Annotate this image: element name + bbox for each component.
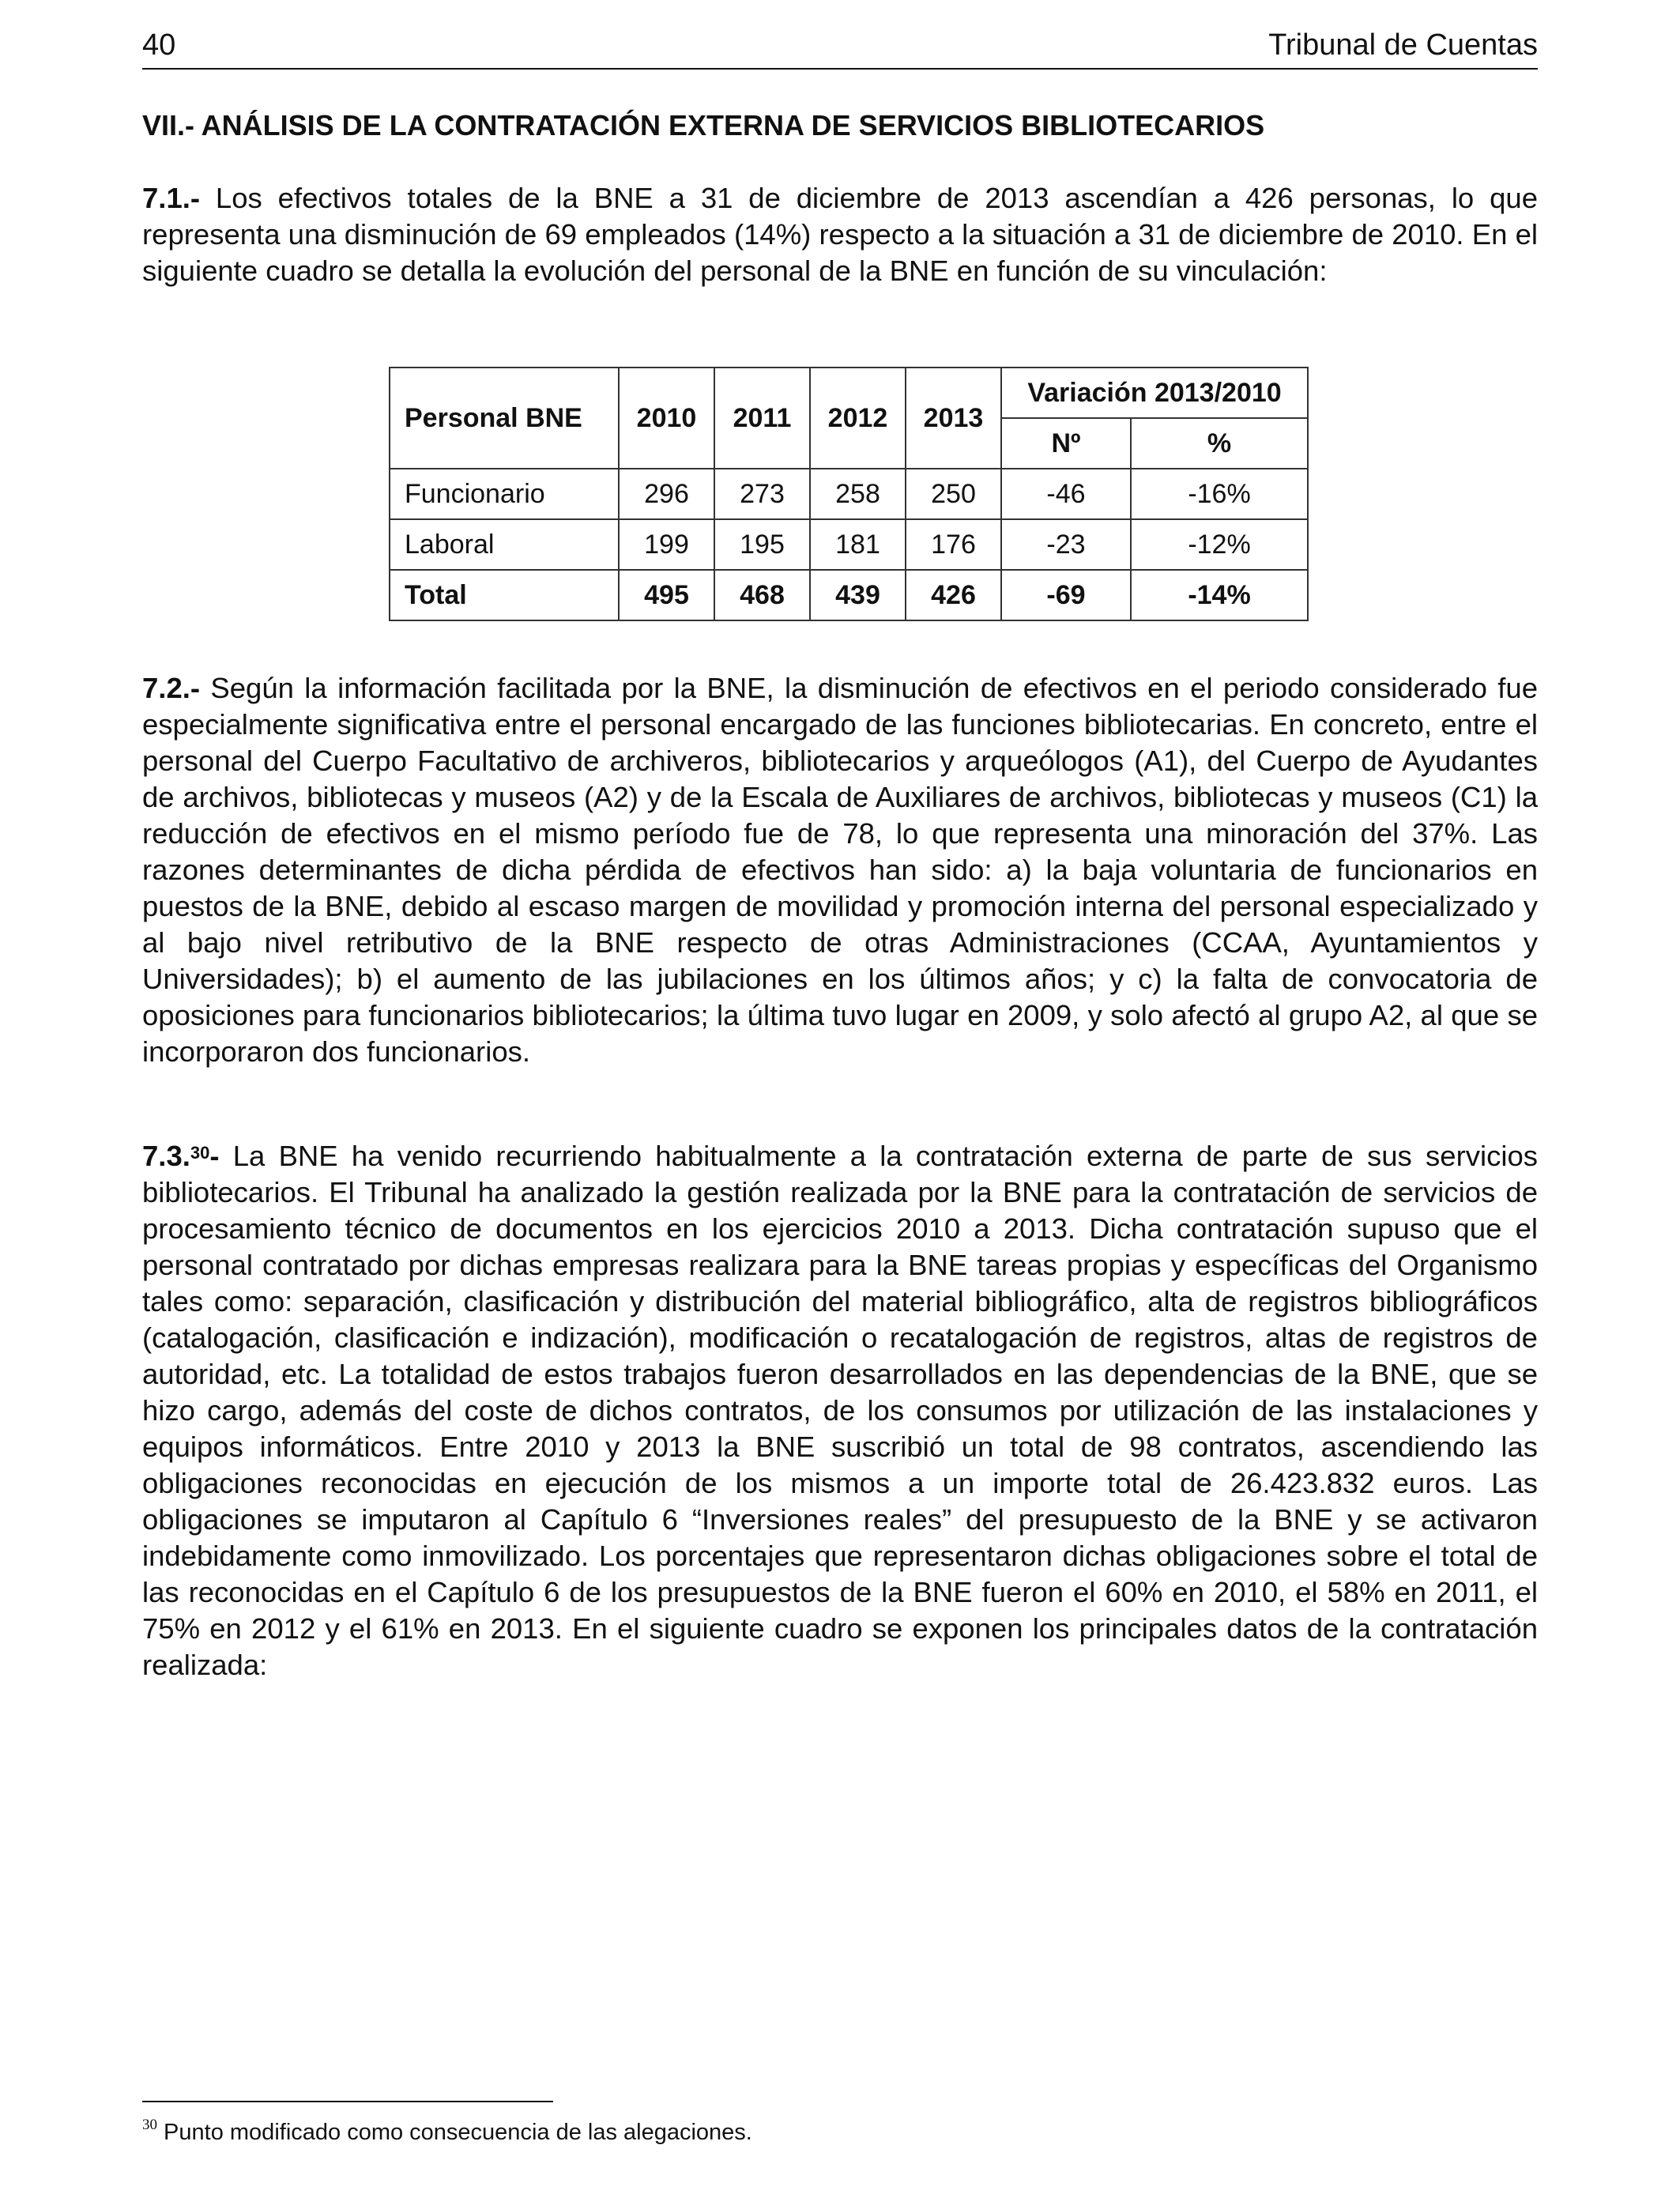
table-total-row (390, 570, 1308, 620)
cell: 426 (906, 570, 1001, 620)
cell: 176 (906, 519, 1001, 570)
page-header (142, 28, 1538, 70)
footnote-reference: 30 (190, 1143, 210, 1163)
row-label: Total (390, 570, 619, 620)
footnote (142, 2117, 752, 2146)
cell: -12% (1131, 519, 1308, 570)
cell: 199 (619, 519, 714, 570)
cell: -16% (1131, 469, 1308, 519)
cell: 258 (810, 469, 906, 519)
paragraph-text: Según la información facilitada por la BNE, la disminución de efectivos en el periodo considerado fue especialmente significativa entre el personal encargado de las funciones bibliotecarias. En concreto, entre el personal del Cuerpo Facultativo de archiveros, bibliotecarios y arqueólogos (A1), del Cuerpo de Ayudantes de archivos, bibliotecas y museos (A2) y de la Escala de Auxiliares de archivos, bibliotecas y museos (C1) la reducción de efectivos en el mismo período fue de 78, lo que representa una minoración del 37%. Las razones determinantes de dicha pérdida de efectivos han sido: a) la baja voluntaria de funcionarios en puestos de la BNE, debido al escaso margen de movilidad y promoción interna del personal especializado y al bajo nivel retributivo de la BNE respecto de otras Administraciones (CCAA, Ayuntamientos y Universidades); b) el aumento de las jubilaciones en los últimos años; y c) la falta de convocatoria de oposiciones para funcionarios bibliotecarios; la última tuvo lugar en 2009, y solo afectó al grupo A2, al que se incorporaron dos funcionarios. (142, 672, 1538, 1068)
cell: -46 (1001, 469, 1131, 519)
table-row (390, 519, 1308, 570)
header-personal-bne: Personal BNE (390, 368, 619, 469)
paragraph-text: Los efectivos totales de la BNE a 31 de diciembre de 2013 ascendían a 426 personas, lo que representa una disminución de 69 empleados (14%) respecto a la situación a 31 de diciembre de 2010. En el siguiente cuadro se detalla la evolución del personal de la BNE en función de su vinculación: (142, 182, 1538, 287)
cell: 439 (810, 570, 906, 620)
table-header-row (390, 368, 1308, 418)
running-title: Tribunal de Cuentas (1268, 28, 1538, 62)
header-year: 2012 (810, 368, 906, 469)
cell: 495 (619, 570, 714, 620)
cell: 296 (619, 469, 714, 519)
footnote-divider (142, 2101, 553, 2102)
section-heading: VII.- ANÁLISIS DE LA CONTRATACIÓN EXTERNA DE SERVICIOS BIBLIOTECARIOS (142, 109, 1265, 141)
paragraph-text: La BNE ha venido recurriendo habitualmente a la contratación externa de parte de sus servicios bibliotecarios. El Tribunal ha analizado la gestión realizada por la BNE para la contratación de servicios de procesamiento técnico de documentos en los ejercicios 2010 a 2013. Dicha contratación supuso que el personal contratado por dichas empresas realizara para la BNE tareas propias y específicas del Organismo tales como: separación, clasificación y distribución del material bibliográfico, alta de registros bibliográficos (catalogación, clasificación e indización), modificación o recatalogación de registros, altas de registros de autoridad, etc. La totalidad de estos trabajos fueron desarrollados en las dependencias de la BNE, que se hizo cargo, además del coste de dichos contratos, de los consumos por utilización de las instalaciones y equipos informáticos. Entre 2010 y 2013 la BNE suscribió un total de 98 contratos, ascendiendo las obligaciones reconocidas en ejecución de los mismos a un importe total de 26.423.832 euros. Las obligaciones se imputaron al Capítulo 6 “Inversiones reales” del presupuesto de la BNE y se activaron indebidamente como inmovilizado. Los porcentajes que representaron dichas obligaciones sobre el total de las reconocidas en el Capítulo 6 de los presupuestos de la BNE fueron el 60% en 2010, el 58% en 2011, el 75% en 2012 y el 61% en 2013. En el siguiente cuadro se exponen los principales datos de la contratación realizada: (142, 1140, 1538, 1681)
paragraph-7-3 (142, 1138, 1538, 1683)
cell: 468 (714, 570, 810, 620)
header-year: 2011 (714, 368, 810, 469)
header-variacion: Variación 2013/2010 (1001, 368, 1308, 418)
cell: 250 (906, 469, 1001, 519)
row-label: Funcionario (390, 469, 619, 519)
paragraph-number: 7.1.- (142, 182, 201, 214)
paragraph-number-dash: - (209, 1140, 220, 1172)
paragraph-7-2 (142, 670, 1538, 1070)
paragraph-7-1 (142, 180, 1538, 289)
cell: 273 (714, 469, 810, 519)
cell: 195 (714, 519, 810, 570)
table-row (390, 469, 1308, 519)
cell: -69 (1001, 570, 1131, 620)
paragraph-number: 7.2.- (142, 672, 201, 704)
header-year: 2013 (906, 368, 1001, 469)
paragraph-number: 7.3. (142, 1140, 190, 1172)
page-number: 40 (142, 28, 176, 62)
staff-table (389, 367, 1309, 621)
cell: -23 (1001, 519, 1131, 570)
row-label: Laboral (390, 519, 619, 570)
footnote-text: Punto modificado como consecuencia de las alegaciones. (157, 2120, 752, 2145)
footnote-number: 30 (142, 2117, 157, 2133)
header-porcentaje: % (1131, 418, 1308, 469)
header-year: 2010 (619, 368, 714, 469)
cell: 181 (810, 519, 906, 570)
cell: -14% (1131, 570, 1308, 620)
header-numero: Nº (1001, 418, 1131, 469)
